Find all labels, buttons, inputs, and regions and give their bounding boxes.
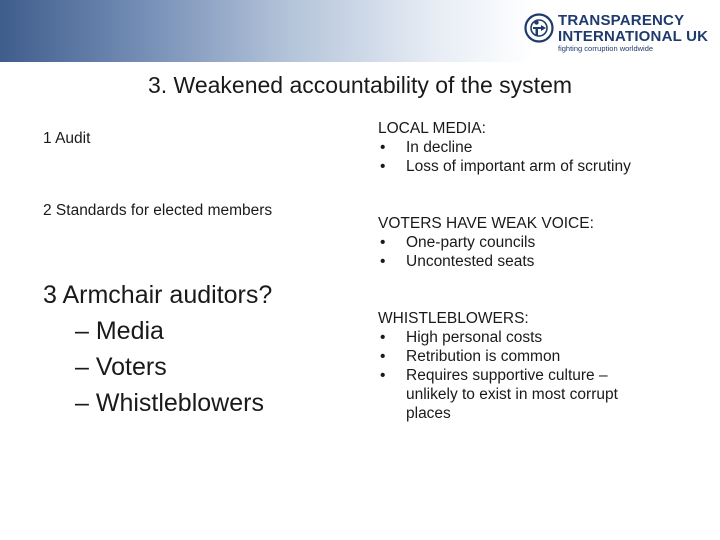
section-heading: WHISTLEBLOWERS:: [378, 310, 529, 327]
slide-title: 3. Weakened accountability of the system: [147, 72, 573, 98]
ti-uk-logo: [524, 11, 714, 51]
bullet-dot: •: [380, 234, 386, 251]
armchair-heading: 3 Armchair auditors?: [43, 281, 273, 309]
bullet-dot: •: [380, 348, 386, 365]
bullet-dot: •: [380, 139, 386, 156]
armchair-subitem-voters: – Voters: [75, 353, 167, 381]
left-item-audit: 1 Audit: [43, 130, 91, 147]
section-local-media: [378, 119, 668, 176]
bullet-item: [378, 328, 668, 347]
bullet-dot: •: [380, 253, 386, 270]
bullet-item: [378, 252, 668, 271]
bullet-dot: •: [380, 329, 386, 346]
bullet-item: [378, 366, 656, 423]
armchair-auditors-block: [43, 277, 272, 421]
bullet-item: [378, 347, 668, 366]
bullet-text: One-party councils: [406, 234, 536, 251]
bullet-item: [378, 138, 668, 157]
logo-tagline: fighting corruption worldwide: [558, 44, 654, 53]
armchair-subitem-whistleblowers: – Whistleblowers: [75, 389, 264, 417]
section-whistleblowers: [378, 309, 668, 423]
bullet-text: Requires supportive culture – unlikely to exist in most corrupt places: [406, 367, 618, 422]
bullet-text: High personal costs: [406, 329, 543, 346]
transparency-international-emblem-icon: [524, 13, 554, 43]
logo-line1: TRANSPARENCY: [558, 12, 685, 29]
bullet-dot: •: [380, 367, 386, 384]
section-heading: VOTERS HAVE WEAK VOICE:: [378, 215, 594, 232]
bullet-item: [378, 233, 668, 252]
bullet-text: Loss of important arm of scrutiny: [406, 158, 631, 175]
armchair-subitem-media: – Media: [75, 317, 164, 345]
section-voters: [378, 214, 668, 271]
logo-line2: INTERNATIONAL UK: [558, 28, 709, 45]
bullet-text: Uncontested seats: [406, 253, 535, 270]
bullet-item: [378, 157, 668, 176]
bullet-dot: •: [380, 158, 386, 175]
bullet-text: Retribution is common: [406, 348, 561, 365]
section-heading: LOCAL MEDIA:: [378, 120, 486, 137]
left-item-standards: 2 Standards for elected members: [43, 202, 273, 219]
bullet-text: In decline: [406, 139, 473, 156]
